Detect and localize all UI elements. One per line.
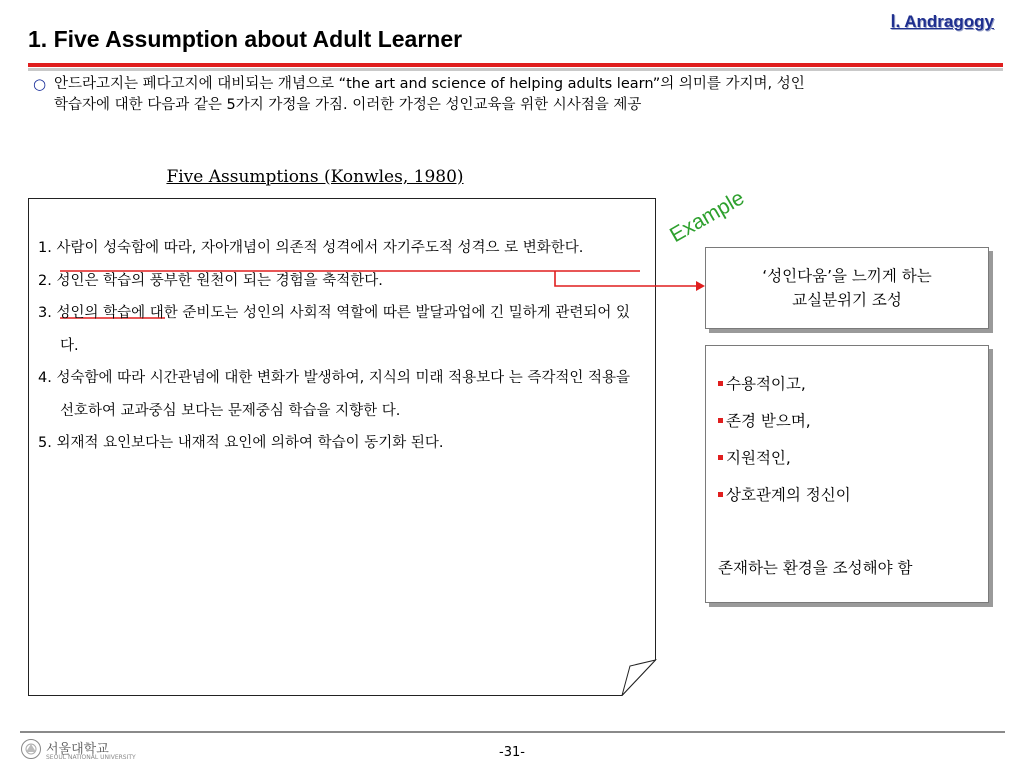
quality-item: 존경 받으며, [718,403,851,440]
university-name-ko: 서울대학교 [46,742,109,757]
section-label: Ⅰ. Andragogy [890,12,994,31]
assumption-item-4: 4. 성숙함에 따라 시간관념에 대한 변화가 발생하여, 지식의 미래 적용보다 는 즉각적인 적용을 선호하여 교과중심 보다는 문제중심 학습을 지향한 다. [38,370,631,419]
quality-item: 수용적이고, [718,366,851,403]
qualities-list [718,366,851,514]
circle-bullet-icon: ○ [33,75,47,93]
example-callout-box [705,247,989,329]
assumption-item-1: 1. 사람이 성숙함에 따라, 자아개념이 의존적 성격에서 자기주도적 성격으 로 변화한다. [38,240,584,256]
arrow-head-icon [696,281,705,291]
title-divider-gray [28,68,1003,71]
assumptions-heading: Five Assumptions (Konwles, 1980) [166,167,464,187]
callout-line-1: ‘성인다움’을 느끼게 하는 [762,267,932,285]
intro-paragraph [28,74,1003,116]
callout-line-2: 교실분위기 조성 [792,291,902,309]
university-name-en: SEOUL NATIONAL UNIVERSITY [46,754,136,761]
quality-item: 상호관계의 정신이 [718,477,851,514]
qualities-closing: 존재하는 환경을 조성해야 함 [718,559,913,577]
quality-item: 지원적인, [718,440,851,477]
intro-line-1: 안드라고지는 페다고지에 대비되는 개념으로 “the art and science of helping adults learn”의 의미를 가지며, 성인 [54,76,805,92]
intro-line-2: 학습자에 대한 다음과 같은 5가지 가정을 가짐. 이러한 가정은 성인교육을 위한 시사점을 제공 [54,97,642,113]
qualities-box [705,345,989,603]
square-bullet-icon [718,455,723,460]
square-bullet-icon [718,492,723,497]
example-label: Example [666,186,749,248]
square-bullet-icon [718,418,723,423]
assumption-item-3: 3. 성인의 학습에 대한 준비도는 성인의 사회적 역할에 따른 발달과업에 긴 밀하게 관련되어 있다. [38,305,631,354]
title-divider-red [28,63,1003,67]
slide-title: 1. Five Assumption about Adult Learner [28,26,463,52]
footer-divider [20,731,1005,733]
page-number: -31- [499,745,525,760]
square-bullet-icon [718,381,723,386]
assumption-item-5: 5. 외재적 요인보다는 내재적 요인에 의하여 학습이 동기화 된다. [38,435,444,451]
assumption-item-2: 2. 성인은 학습의 풍부한 원천이 되는 경험을 축적한다. [38,272,383,289]
assumptions-list [38,232,648,460]
